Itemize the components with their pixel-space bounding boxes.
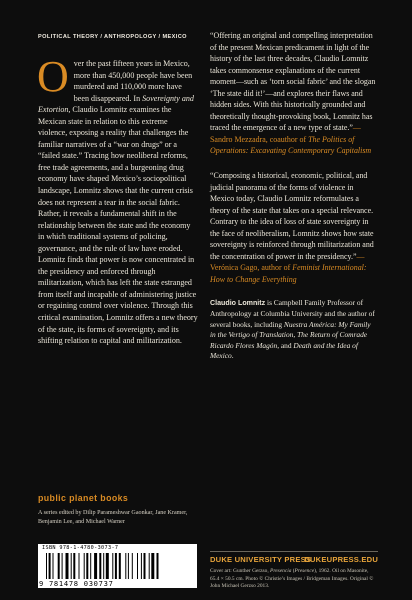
barcode-bar [144, 553, 146, 579]
barcode-bar [79, 553, 80, 579]
bio-end: . [231, 351, 234, 361]
barcode-bar [103, 553, 104, 579]
barcode-bars [46, 553, 191, 579]
barcode-bar [157, 553, 159, 579]
book-title: Sovereignty and Extortion [38, 93, 194, 115]
endorsement-quote [210, 170, 378, 285]
credit-tail: ), 1962. Oil on Masonite, 65.4 × 50.5 cm. Photo © Christie’s Images / Bridgeman Images. Original © John Michael Gerzso 2013. [210, 568, 374, 590]
barcode-bar [66, 553, 69, 579]
barcode-bar [119, 553, 121, 579]
barcode-bar [99, 553, 101, 579]
barcode-bar [73, 553, 75, 579]
publisher-bar [210, 551, 378, 566]
quote-source: Feminist International: How to Change Everything [210, 263, 367, 284]
bio-book: Nuestra América: My Family in the Vertigo of Translation [210, 319, 371, 340]
quote-text: “Offering an original and compelling interpretation of the present Mexican predicament in light of the history of the last three decades, Claudio Lomnitz takes commonsense explanations of the current moment—such as ‘torn social fabric’ and the slogan ‘The state did it!’—and explores their flaws and hidden sides. With this historically grounded and theoretically thought-provoking book, Lomnitz has traced the emergence of a new type of state.” [210, 31, 376, 133]
barcode-bar [115, 553, 117, 579]
barcode-bar [94, 553, 97, 579]
barcode-bar [125, 553, 126, 579]
barcode-bar [62, 553, 63, 579]
author-name: Claudio Lomnitz [210, 299, 266, 308]
bio-separator: , and [277, 340, 294, 350]
bio-text: is Campbell Family Professor of Anthropology at Columbia University and the author of several books, including [210, 298, 375, 329]
barcode-bar [132, 553, 133, 579]
barcode-bar [149, 553, 150, 579]
book-description [37, 52, 198, 347]
barcode-bar [112, 553, 113, 579]
quote-source: The Politics of Operations: Excavating Contemporary Capitalism [210, 134, 372, 156]
drop-cap: O [37, 52, 69, 101]
barcode-bar [71, 553, 72, 579]
isbn-digits: 9 781478 030737 [39, 579, 114, 588]
credit-work: Presencia [270, 568, 292, 574]
credit-work-translation: Presence [294, 568, 315, 574]
barcode-bar [49, 553, 51, 579]
endorsements-column [210, 30, 378, 362]
endorsement-quote [210, 30, 378, 157]
bio-book: Death and the Idea of Mexico [210, 340, 358, 361]
credit-prefix: Cover art: Gunther Gerzso, [210, 568, 271, 574]
barcode-bar [141, 553, 142, 579]
barcode-bar [106, 553, 109, 579]
barcode-bar [128, 553, 129, 579]
series-name: public planet books [38, 493, 129, 503]
bio-book: The Return of Comrade Ricardo Flores Magón [210, 330, 368, 350]
bio-separator: , [293, 330, 298, 340]
barcode-bar [84, 553, 85, 579]
barcode-bar [137, 553, 138, 579]
description-part-2: , Claudio Lomnitz examines the Mexican state in relation to this extreme violence, exposing a reality that challenges the familiar narratives of a “war on drugs” or a “failed state.” Tracing how neoliberal reforms, free trade agreements, and a burgeoning drug economy have shaped Mexico’s sociopolitical landscape, Lomnitz shows that the current crisis does not represent a tear in the social fabric. Rather, it reveals a fundamental shift in the relationship between the state and the economy in which traditional systems of policing, governance, and the rule of law have eroded. Lomnitz finds that power is now concentrated in the presidency and enforced through militarization, which has left the state estranged from itself and incapable of administering justice or regaining control over violence. Through this critical examination, Lomnitz offers a new theory of the state, its forms of sovereignty, and its shifting relation to capital and militarization. [38, 105, 198, 346]
isbn-label: ISBN 978-1-4780-3073-7 [42, 545, 119, 551]
barcode-bar [151, 553, 154, 579]
series-description: A series edited by Dilip Parameshwar Gaonkar, Jane Kramer, Benjamin Lee, and Michael Warner [38, 510, 188, 525]
barcode-bar [90, 553, 91, 579]
publisher-name: DUKE UNIVERSITY PRESS [210, 555, 312, 564]
description-part-1: ver the past fifteen years in Mexico, more than 450,000 people have been murdered and 110,000 more have been disappeared. In [73, 59, 193, 103]
barcode-bar [46, 553, 47, 579]
quote-attribution: —Sandro Mezzadra, coauthor of [210, 123, 361, 144]
isbn-barcode [38, 544, 197, 588]
barcode-bar [58, 553, 60, 579]
cover-credit [210, 568, 378, 591]
barcode-bar [86, 553, 88, 579]
barcode-bar [53, 553, 54, 579]
subject-categories: POLITICAL THEORY / ANTHROPOLOGY / MEXICO [38, 34, 187, 40]
publisher-url: DUKEUPRESS.EDU [304, 555, 378, 564]
quote-text: “Composing a historical, economic, political, and judicial panorama of the forms of violence in Mexico today, Claudio Lomnitz reformulates a theory of the state that takes on a special relevance. Contrary to the idea of loss of state sovereignty in the face of neoliberalism, Lomnitz shows how state sovereignty is reinforced through militarization and the concentration of power in the presidency.” [210, 171, 374, 261]
author-bio [210, 298, 378, 362]
quote-attribution: —Verónica Gago, author of [210, 251, 365, 273]
credit-text: ( [291, 568, 295, 574]
